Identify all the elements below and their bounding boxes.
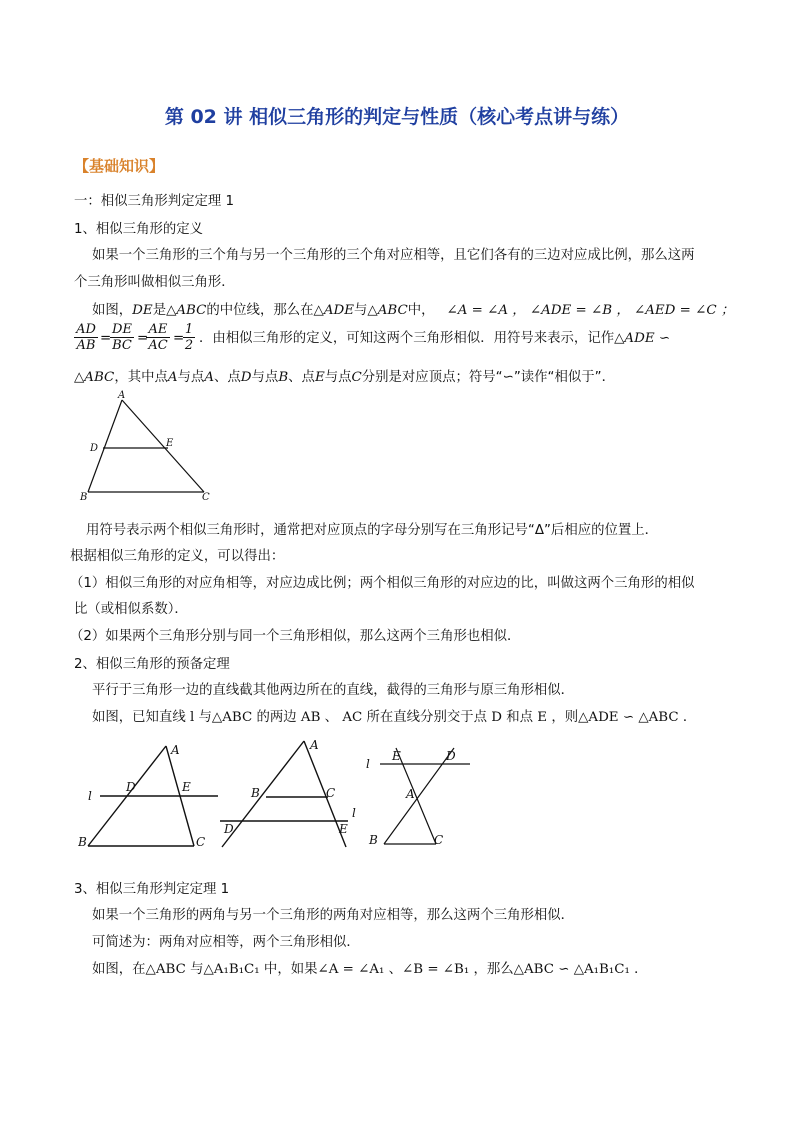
math-point: D bbox=[240, 370, 252, 385]
example-text: ，其中点 bbox=[114, 370, 168, 385]
vertex-label-e: E bbox=[339, 822, 348, 836]
line-label-l: l bbox=[352, 806, 356, 820]
equals-sign: = bbox=[100, 331, 112, 346]
vertex-label-d: D bbox=[446, 749, 456, 763]
figure-midline-triangle bbox=[70, 390, 230, 505]
example-text: ．由相似三角形的定义，可知这两个三角形相似．用符号来表示，记作 bbox=[199, 331, 615, 346]
fraction-denominator: 2 bbox=[184, 338, 194, 353]
conclusion-1-line-2: 比（或相似系数）． bbox=[74, 602, 188, 617]
conclusion-1-line-1: （1）相似三角形的对应角相等，对应边成比例；两个相似三角形的对应边的比，叫做这两个三角形的相似 bbox=[70, 576, 695, 591]
math-de: DE bbox=[132, 303, 153, 318]
subsection-heading-preliminary: 2、相似三角形的预备定理 bbox=[74, 657, 230, 672]
theorem-1-text: 如果一个三角形的两角与另一个三角形的两角对应相等，那么这两个三角形相似． bbox=[92, 908, 575, 923]
fraction-numerator: AD bbox=[74, 322, 98, 338]
figure-parallel-line-case-2 bbox=[218, 735, 366, 853]
vertex-label-a: A bbox=[118, 390, 126, 401]
part-heading: 一：相似三角形判定定理 1 bbox=[74, 194, 235, 209]
example-text: 与点 bbox=[251, 370, 279, 385]
vertex-label-b: B bbox=[251, 786, 260, 800]
figure-parallel-line-case-3 bbox=[366, 742, 476, 854]
math-point: A bbox=[167, 370, 178, 385]
math-triangle-abc: △ABC bbox=[74, 370, 115, 385]
vertex-label-e: E bbox=[182, 780, 191, 794]
vertex-label-d: D bbox=[90, 443, 99, 454]
vertex-label-c: C bbox=[196, 835, 206, 849]
math-triangle-ade: △ADE bbox=[313, 303, 354, 318]
vertex-label-d: D bbox=[224, 822, 234, 836]
conclusion-intro: 根据相似三角形的定义，可以得出： bbox=[70, 549, 285, 564]
fraction-one-half bbox=[183, 322, 195, 353]
example-text: 、点 bbox=[288, 370, 315, 385]
vertex-label-c: C bbox=[326, 786, 336, 800]
example-text: 与 bbox=[354, 303, 368, 318]
math-triangle-abc: △ABC bbox=[166, 303, 207, 318]
example-text: 与点 bbox=[324, 370, 352, 385]
equals-sign: = bbox=[173, 331, 185, 346]
subsection-heading-theorem-1: 3、相似三角形判定定理 1 bbox=[74, 882, 230, 897]
fraction-numerator: DE bbox=[110, 322, 134, 338]
vertex-label-b: B bbox=[369, 833, 378, 847]
line-label-l: l bbox=[88, 789, 92, 803]
preliminary-example: 如图，已知直线 l 与△ABC 的两边 AB 、 AC 所在直线分别交于点 D 和点 E ，则△ADE ∽ △ABC ． bbox=[92, 710, 697, 725]
example-line-1 bbox=[92, 301, 734, 321]
fraction-ad-ab bbox=[74, 322, 98, 353]
math-triangle-abc: △ABC bbox=[367, 303, 408, 318]
vertex-label-a: A bbox=[310, 738, 319, 752]
fraction-numerator: 1 bbox=[184, 322, 194, 337]
vertex-label-a: A bbox=[406, 787, 415, 801]
vertex-label-b: B bbox=[80, 492, 88, 503]
subsection-heading-definition: 1、相似三角形的定义 bbox=[74, 222, 204, 237]
vertex-label-e: E bbox=[392, 749, 401, 763]
math-point: A bbox=[204, 370, 214, 385]
fraction-numerator: AE bbox=[146, 322, 170, 338]
fraction-de-bc bbox=[110, 322, 134, 353]
section-header: 【基础知识】 bbox=[74, 157, 165, 175]
example-text: 如图， bbox=[92, 303, 133, 318]
math-similarity: △ADE ∽ bbox=[614, 331, 671, 346]
fraction-denominator: AC bbox=[148, 338, 168, 353]
fraction-denominator: AB bbox=[76, 338, 96, 353]
example-text: 是 bbox=[152, 303, 167, 318]
definition-line-2: 个三角形叫做相似三角形． bbox=[74, 275, 235, 290]
vertex-label-c: C bbox=[434, 833, 444, 847]
page-title: 第 02 讲 相似三角形的判定与性质（核心考点讲与练） bbox=[164, 106, 630, 128]
theorem-1-summary: 可简述为：两角对应相等，两个三角形相似． bbox=[92, 935, 360, 950]
conclusion-2: （2）如果两个三角形分别与同一个三角形相似，那么这两个三角形也相似． bbox=[70, 629, 521, 644]
math-point: B bbox=[278, 370, 289, 385]
math-angle-equalities: ∠A = ∠A ， ∠ADE = ∠B ， ∠AED = ∠C ； bbox=[446, 303, 735, 318]
theorem-1-example: 如图，在△ABC 与△A₁B₁C₁ 中，如果∠A = ∠A₁ 、∠B = ∠B₁ ，那么△ABC ∽ △A₁B₁C₁ ． bbox=[92, 962, 648, 977]
vertex-label-e: E bbox=[166, 438, 174, 449]
fraction-denominator: BC bbox=[112, 338, 132, 353]
figure-parallel-line-case-1 bbox=[78, 738, 228, 853]
math-point: E bbox=[314, 370, 325, 385]
example-line-2 bbox=[199, 329, 670, 349]
math-point: C bbox=[351, 370, 362, 385]
vertex-label-b: B bbox=[78, 835, 87, 849]
example-text: 、点 bbox=[214, 370, 241, 385]
equals-sign: = bbox=[137, 331, 149, 346]
example-text: 与点 bbox=[177, 370, 205, 385]
preliminary-theorem-text: 平行于三角形一边的直线截其他两边所在的直线，截得的三角形与原三角形相似． bbox=[92, 683, 575, 698]
example-text: 中， bbox=[407, 303, 435, 318]
example-text: 分别是对应顶点；符号“∽”读作“相似于”． bbox=[361, 370, 615, 385]
example-line-3 bbox=[74, 368, 615, 388]
example-text: 的中位线，那么在 bbox=[206, 303, 314, 318]
vertex-label-a: A bbox=[171, 743, 180, 757]
definition-line-1: 如果一个三角形的三个角与另一个三角形的三个角对应相等，且它们各有的三边对应成比例，那么这两 bbox=[92, 248, 695, 263]
vertex-label-c: C bbox=[202, 492, 210, 503]
notation-note: 用符号表示两个相似三角形时，通常把对应顶点的字母分别写在三角形记号“Δ”后相应的位置上． bbox=[86, 523, 659, 538]
line-label-l: l bbox=[366, 757, 370, 771]
vertex-label-d: D bbox=[126, 780, 136, 794]
fraction-ae-ac bbox=[146, 322, 170, 353]
